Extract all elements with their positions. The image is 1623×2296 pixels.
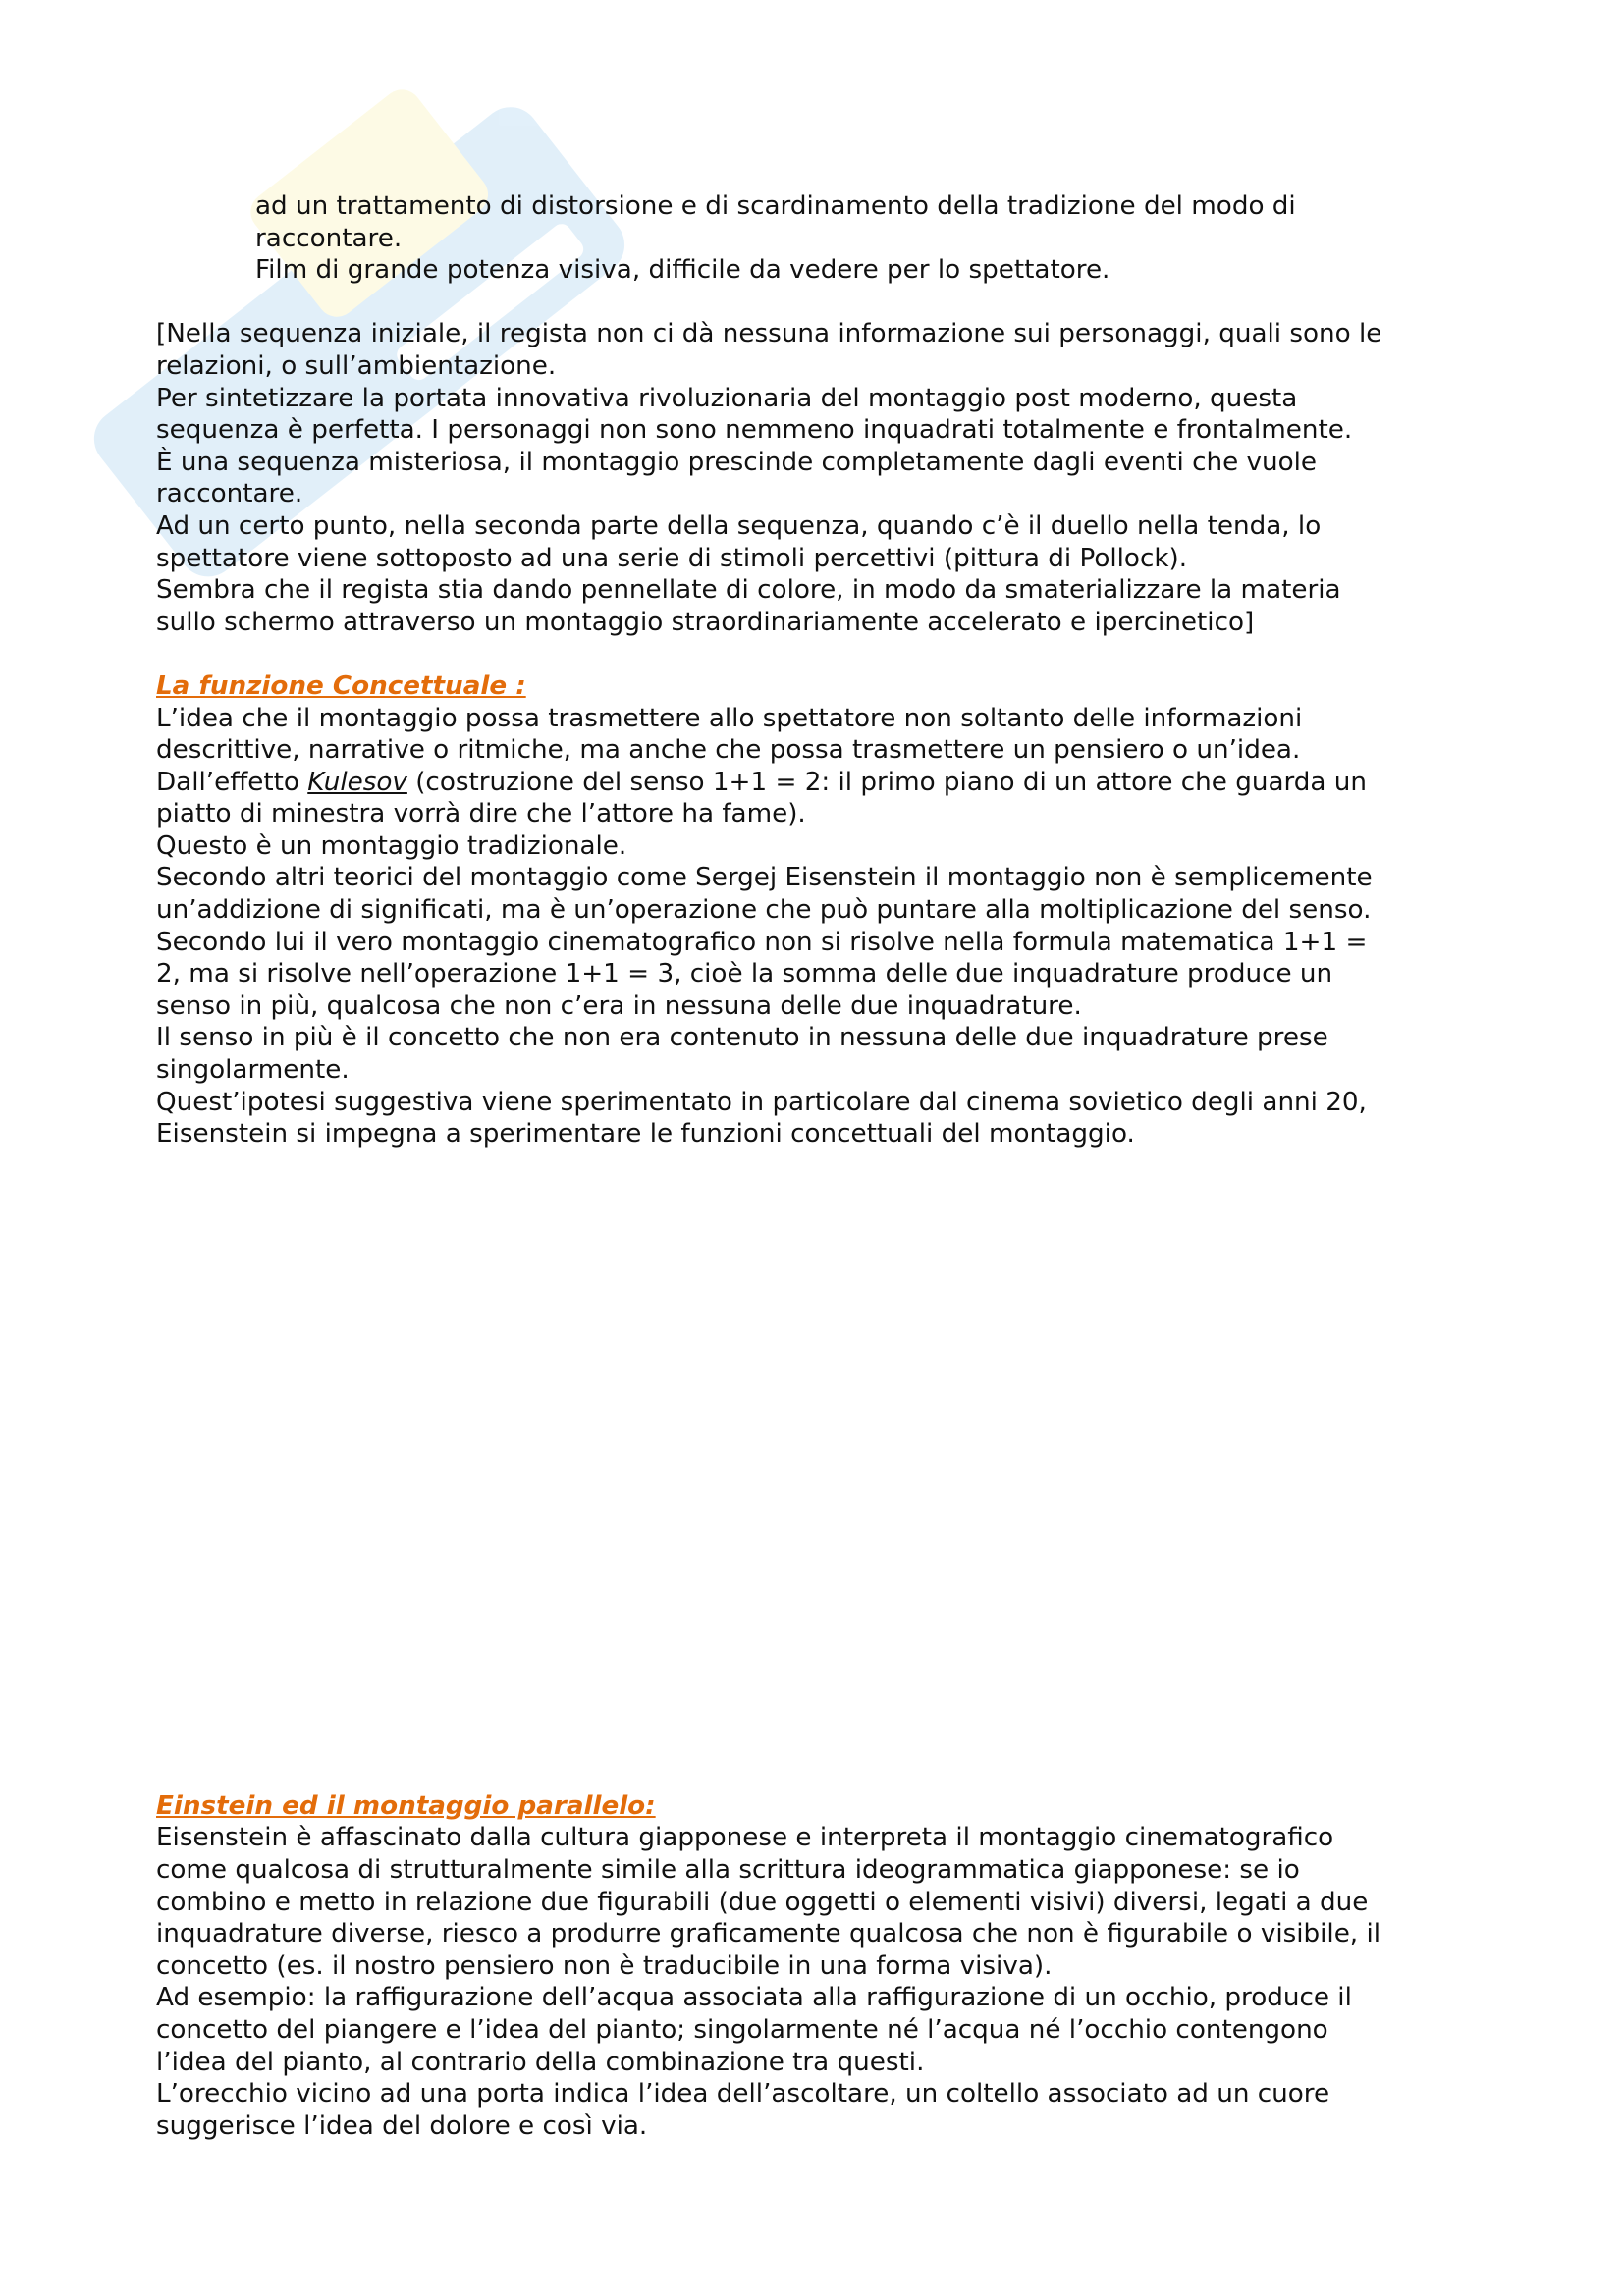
text-line: ad un trattamento di distorsione e di scardinamento della tradizione del modo di xyxy=(255,191,1296,221)
text-line: 2, ma si risolve nell’operazione 1+1 = 3, cioè la somma delle due inquadrature produce un xyxy=(156,959,1333,989)
text-line: Per sintetizzare la portata innovativa rivoluzionaria del montaggio post moderno, questa xyxy=(156,383,1298,413)
text-line: l’idea del pianto, al contrario della combinazione tra questi. xyxy=(156,2047,925,2077)
intro-block xyxy=(156,190,1477,287)
text-line: Eisenstein si impegna a sperimentare le funzioni concettuali del montaggio. xyxy=(156,1119,1135,1149)
text-line: Questo è un montaggio tradizionale. xyxy=(156,830,627,861)
text-line: combino e metto in relazione due figurabili (due oggetti o elementi visivi) diversi, legati a due xyxy=(156,1887,1369,1917)
document-page xyxy=(156,190,1477,2142)
text-line: Film di grande potenza visiva, difficile da vedere per lo spettatore. xyxy=(255,255,1110,286)
section-concettuale xyxy=(156,670,1477,1150)
text-line: raccontare. xyxy=(156,479,303,509)
text-line: L’orecchio vicino ad una porta indica l’idea dell’ascoltare, un coltello associato ad un cuore xyxy=(156,2079,1330,2109)
section-heading: La funzione Concettuale : xyxy=(156,670,526,701)
text-line: suggerisce l’idea del dolore e così via. xyxy=(156,2110,648,2141)
text-line: sequenza è perfetta. I personaggi non sono nemmeno inquadrati totalmente e frontalmente. xyxy=(156,415,1353,446)
text-line: inquadrature diverse, riesco a produrre graficamente qualcosa che non è figurabile o visibile, il xyxy=(156,1919,1380,1949)
text-line: senso in più, qualcosa che non c’era in nessuna delle due inquadrature. xyxy=(156,990,1082,1021)
text-line: come qualcosa di strutturalmente simile alla scrittura ideogrammatica giapponese: se io xyxy=(156,1855,1300,1885)
text-line: relazioni, o sull’ambientazione. xyxy=(156,350,557,381)
text-span: (costruzione del senso 1+1 = 2: il primo piano di un attore che guarda un xyxy=(406,767,1367,797)
text-line: Il senso in più è il concetto che non era contenuto in nessuna delle due inquadrature prese xyxy=(156,1023,1328,1053)
text-line: [Nella sequenza iniziale, il regista non ci dà nessuna informazione sui personaggi, quali sono le xyxy=(156,319,1382,349)
text-line: sullo schermo attraverso un montaggio straordinariamente accelerato e ipercinetico] xyxy=(156,607,1255,637)
text-line: descrittive, narrative o ritmiche, ma anche che possa trasmettere un pensiero o un’idea. xyxy=(156,735,1301,766)
text-line: L’idea che il montaggio possa trasmettere allo spettatore non soltanto delle informazioni xyxy=(156,703,1303,733)
text-line: spettatore viene sottoposto ad una serie di stimoli percettivi (pittura di Pollock). xyxy=(156,543,1188,573)
text-line: Quest’ipotesi suggestiva viene sperimentato in particolare dal cinema sovietico degli anni 20, xyxy=(156,1087,1367,1117)
text-line: piatto di minestra vorrà dire che l’attore ha fame). xyxy=(156,799,806,829)
kulesov-link[interactable]: Kulesov xyxy=(307,767,407,797)
text-line: concetto (es. il nostro pensiero non è traducibile in una forma visiva). xyxy=(156,1950,1053,1981)
text-line: Sembra che il regista stia dando pennellate di colore, in modo da smaterializzare la materia xyxy=(156,575,1341,606)
text-line: concetto del piangere e l’idea del pianto; singolarmente né l’acqua né l’occhio contengono xyxy=(156,2014,1328,2045)
bracket-note xyxy=(156,318,1477,638)
section-heading: Einstein ed il montaggio parallelo: xyxy=(156,1790,656,1821)
text-line: Ad un certo punto, nella seconda parte della sequenza, quando c’è il duello nella tenda, lo xyxy=(156,510,1322,541)
text-line: Secondo lui il vero montaggio cinematografico non si risolve nella formula matematica 1+1 = xyxy=(156,927,1368,957)
text-span: Dall’effetto xyxy=(156,767,308,797)
text-line: raccontare. xyxy=(255,223,403,253)
text-line: singolarmente. xyxy=(156,1055,350,1086)
text-line: un’addizione di significati, ma è un’operazione che può puntare alla moltiplicazione del senso. xyxy=(156,895,1372,926)
section-montaggio-parallelo xyxy=(156,1790,1477,2143)
text-line xyxy=(156,767,1477,799)
text-line: Secondo altri teorici del montaggio come Sergej Eisenstein il montaggio non è semplicemente xyxy=(156,863,1373,893)
text-line: Ad esempio: la raffigurazione dell’acqua associata alla raffigurazione di un occhio, produce il xyxy=(156,1983,1352,2013)
text-line: Eisenstein è affascinato dalla cultura giapponese e interpreta il montaggio cinematografico xyxy=(156,1823,1334,1853)
text-line: È una sequenza misteriosa, il montaggio prescinde completamente dagli eventi che vuole xyxy=(156,447,1318,477)
